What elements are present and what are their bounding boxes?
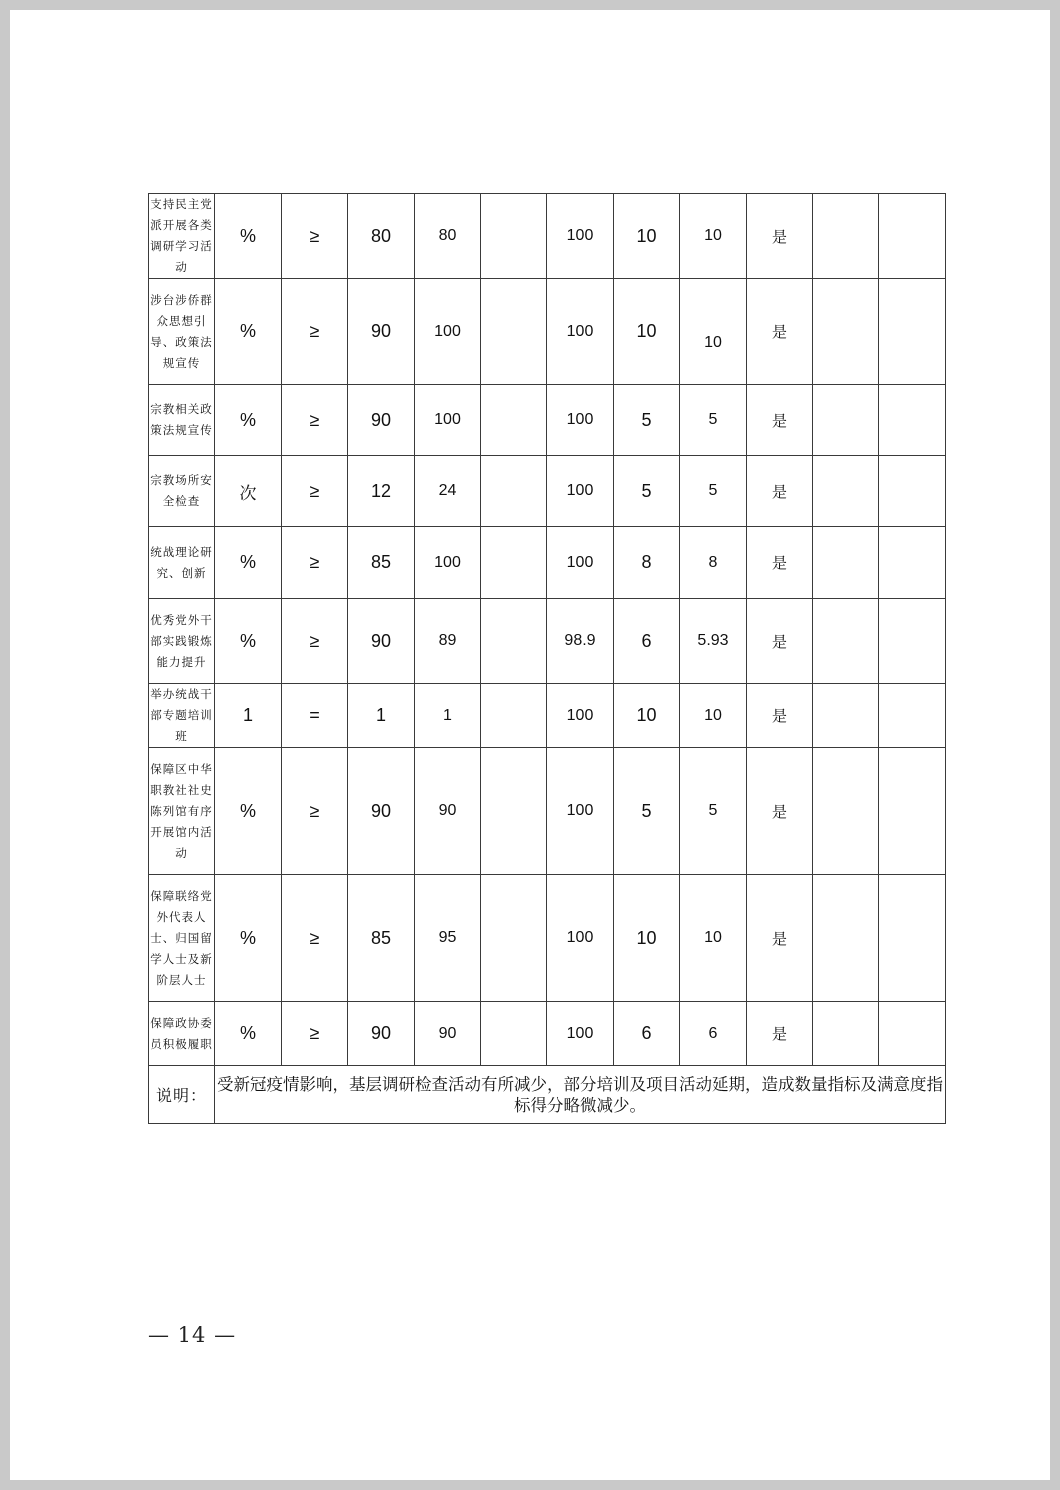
empty-cell [813,456,879,527]
completion-rate-cell: 100 [547,684,614,748]
empty-cell [813,684,879,748]
completion-rate-cell: 100 [547,875,614,1002]
operator-cell: ≥ [282,875,348,1002]
operator-cell: = [282,684,348,748]
target-value-cell: 80 [348,194,415,279]
empty-cell [481,1002,547,1066]
empty-cell [813,194,879,279]
note-text: 受新冠疫情影响，基层调研检查活动有所减少，部分培训及项目活动延期，造成数量指标及满意度指标得分略微减少。 [215,1066,946,1124]
empty-cell [879,279,946,385]
empty-cell [481,456,547,527]
obtained-score-cell: 10 [680,194,747,279]
obtained-score-cell: 8 [680,527,747,599]
obtained-score-cell: 10 [680,684,747,748]
target-value-cell: 85 [348,875,415,1002]
completed-flag-cell: 是 [747,748,813,875]
actual-value-cell: 100 [415,279,481,385]
table-row [149,684,946,748]
unit-cell: % [215,599,282,684]
indicator-name: 支持民主党派开展各类调研学习活动 [149,194,215,279]
indicator-name: 宗教场所安全检查 [149,456,215,527]
table-row [149,1002,946,1066]
note-row [149,1066,946,1124]
empty-cell [481,385,547,456]
empty-cell [481,748,547,875]
completed-flag-cell: 是 [747,599,813,684]
indicator-name: 保障政协委员积极履职 [149,1002,215,1066]
operator-cell: ≥ [282,194,348,279]
operator-cell: ≥ [282,748,348,875]
obtained-score-cell: 10 [680,875,747,1002]
completed-flag-cell: 是 [747,385,813,456]
table-row [149,385,946,456]
weight-score-cell: 10 [614,875,680,1002]
unit-cell: % [215,1002,282,1066]
completion-rate-cell: 100 [547,279,614,385]
unit-cell: % [215,279,282,385]
operator-cell: ≥ [282,385,348,456]
empty-cell [879,1002,946,1066]
empty-cell [481,599,547,684]
empty-cell [879,385,946,456]
indicator-name: 宗教相关政策法规宣传 [149,385,215,456]
table-row [149,748,946,875]
empty-cell [481,279,547,385]
obtained-score-cell: 5 [680,456,747,527]
actual-value-cell: 95 [415,875,481,1002]
empty-cell [481,527,547,599]
empty-cell [813,527,879,599]
completion-rate-cell: 100 [547,456,614,527]
actual-value-cell: 1 [415,684,481,748]
indicator-name: 统战理论研究、创新 [149,527,215,599]
empty-cell [481,194,547,279]
empty-cell [813,599,879,684]
actual-value-cell: 90 [415,1002,481,1066]
obtained-score-cell: 5 [680,748,747,875]
target-value-cell: 1 [348,684,415,748]
completed-flag-cell: 是 [747,456,813,527]
empty-cell [879,599,946,684]
target-value-cell: 85 [348,527,415,599]
unit-cell: % [215,748,282,875]
completion-rate-cell: 100 [547,1002,614,1066]
indicator-name: 涉台涉侨群众思想引导、政策法规宣传 [149,279,215,385]
empty-cell [879,748,946,875]
target-value-cell: 90 [348,385,415,456]
completion-rate-cell: 100 [547,194,614,279]
weight-score-cell: 8 [614,527,680,599]
table-row [149,456,946,527]
table-row [149,279,946,385]
empty-cell [481,684,547,748]
completed-flag-cell: 是 [747,1002,813,1066]
table-row [149,527,946,599]
empty-cell [813,875,879,1002]
actual-value-cell: 100 [415,385,481,456]
completed-flag-cell: 是 [747,875,813,1002]
empty-cell [813,1002,879,1066]
unit-cell: % [215,385,282,456]
obtained-score-cell: 6 [680,1002,747,1066]
performance-table [148,193,946,1124]
completed-flag-cell: 是 [747,279,813,385]
actual-value-cell: 100 [415,527,481,599]
table-row [149,875,946,1002]
obtained-score-cell: 5.93 [680,599,747,684]
indicator-name: 优秀党外干部实践锻炼能力提升 [149,599,215,684]
unit-cell: 1 [215,684,282,748]
completion-rate-cell: 100 [547,527,614,599]
actual-value-cell: 90 [415,748,481,875]
unit-cell: % [215,194,282,279]
operator-cell: ≥ [282,279,348,385]
weight-score-cell: 5 [614,385,680,456]
target-value-cell: 90 [348,1002,415,1066]
completed-flag-cell: 是 [747,527,813,599]
target-value-cell: 90 [348,599,415,684]
actual-value-cell: 89 [415,599,481,684]
weight-score-cell: 5 [614,456,680,527]
empty-cell [879,527,946,599]
empty-cell [813,385,879,456]
completion-rate-cell: 100 [547,385,614,456]
operator-cell: ≥ [282,1002,348,1066]
table-row [149,194,946,279]
table-row [149,599,946,684]
document-page [10,10,1050,1480]
actual-value-cell: 24 [415,456,481,527]
completion-rate-cell: 98.9 [547,599,614,684]
operator-cell: ≥ [282,456,348,527]
completed-flag-cell: 是 [747,684,813,748]
weight-score-cell: 10 [614,279,680,385]
indicator-name: 保障区中华职教社社史陈列馆有序开展馆内活动 [149,748,215,875]
unit-cell: 次 [215,456,282,527]
indicator-name: 保障联络党外代表人士、归国留学人士及新阶层人士 [149,875,215,1002]
target-value-cell: 90 [348,748,415,875]
completion-rate-cell: 100 [547,748,614,875]
weight-score-cell: 5 [614,748,680,875]
empty-cell [481,875,547,1002]
unit-cell: % [215,875,282,1002]
empty-cell [879,684,946,748]
actual-value-cell: 80 [415,194,481,279]
indicator-name: 举办统战干部专题培训班 [149,684,215,748]
obtained-score-cell: 5 [680,385,747,456]
operator-cell: ≥ [282,599,348,684]
empty-cell [879,875,946,1002]
target-value-cell: 90 [348,279,415,385]
operator-cell: ≥ [282,527,348,599]
weight-score-cell: 6 [614,1002,680,1066]
weight-score-cell: 6 [614,599,680,684]
empty-cell [879,194,946,279]
obtained-score-cell: 10 [680,279,747,385]
weight-score-cell: 10 [614,194,680,279]
empty-cell [813,748,879,875]
completed-flag-cell: 是 [747,194,813,279]
page-number: — 14 — [148,1323,237,1347]
empty-cell [813,279,879,385]
target-value-cell: 12 [348,456,415,527]
weight-score-cell: 10 [614,684,680,748]
unit-cell: % [215,527,282,599]
note-label: 说明： [149,1066,215,1124]
empty-cell [879,456,946,527]
